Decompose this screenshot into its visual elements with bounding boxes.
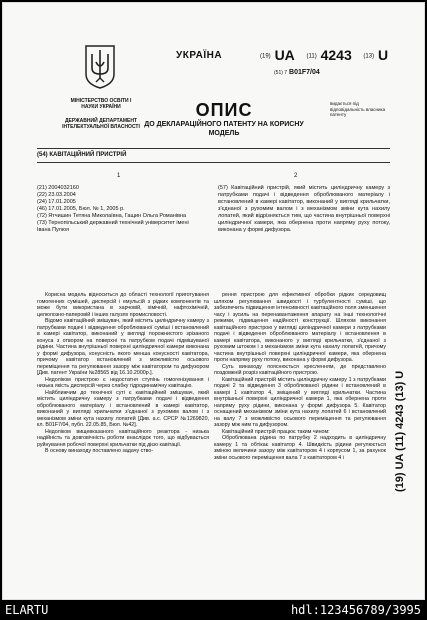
paragraph: В основу винаходу поставлено задачу ство- <box>45 448 154 454</box>
ipc-class: B01F7/04 <box>289 69 320 76</box>
patent-page <box>2 2 425 600</box>
paragraph: рення пристрою для ефективної обробки рідких середовищ шляхом регулювання швидкості і турбулентності суміші, що забезпечить підвищення інтенсивності кавітаційного поля зменшення часу і зусиль на перенавантаження апарату на інші технологічні режими, підвищення надійності конструкції. Шляхом виконання кавітаційного пристрою у вигляді циліндричної камери з патрубками подачі і відведення оброблюваного матеріалу і встановлення в камері кавітатора, виконаного у вигляді крильчатки, з'єднаної з рухомим штоком і з механізмом зміни кута нахилу лопатей, причому частина внутрішньої поверхні циліндричної камери, яка обернена проти напряму руху потоку, виконана у формі дифузора. <box>214 292 386 363</box>
kind-code: U <box>377 47 389 63</box>
paragraph: Корисна модель відноситься до області технології приготування гомогенних сумішей, дисперсій і емульсій з рідких компонентів та може бути використана в харчовій, хімічній, нафтохімічній, целюлозно-паперовій і інших галузях промисловості. <box>37 292 209 318</box>
paragraph: Кавітаційний пристрій працює таким чином: <box>222 428 330 435</box>
bibliographic-data <box>37 185 202 234</box>
code-54: (54) <box>37 152 48 158</box>
viewer-footer <box>0 600 427 620</box>
biblio-24: (24) 17.01.2005 <box>37 199 76 205</box>
paragraph: Недоліком пристрою є недостатня ступінь гомогенізування і низька якість дисперсій через слабку гідродинамічну кавітацію. <box>37 376 209 389</box>
invention-title <box>37 152 126 158</box>
side-registration-label <box>394 332 418 492</box>
department-name: ДЕРЖАВНИЙ ДЕПАРТАМЕНТ ІНТЕЛЕКТУАЛЬНОЇ ВЛАСНОСТІ <box>62 118 140 130</box>
biblio-72: (72) Ятчишин Тетяна Миколаївна, Гащин Ольга Романівна <box>37 213 187 219</box>
code-19: (19) <box>260 53 271 60</box>
country-code: UA <box>274 47 295 63</box>
publication-note: видається під відповідальність власника патенту <box>330 101 386 117</box>
paragraph: Оброблювана рідина по патрубку 2 надходить в циліндричну камеру 1 та обтікає кавітатор 4. Швидкість рідини регулюється зміною величини зазору між кавітатором 4 і корпусом 1, за рахунок зміни осьового переміщення вала 7 з кавітатором 4 і <box>214 435 386 461</box>
paragraph: Відомо кавітаційний змішувач, який містить циліндричну камеру з патрубками подачі і відведення оброблюваної суміші і встановлений в камері кавітатор, виконаний у вигляді порожнистого зрізаного конуса з отвором на поверхні та патрубком подачі підмішуваної рідини. Частина внутрішньої поверхні циліндричної камери виконана у формі дифузора, конусність якого менша конусності кавітатора, причому кавітатор встановлений з можливістю осьового переміщення та регулювання зазору між кавітатором та дифузором [Див. патент України №28565 від 16.10.2000р.]. <box>37 318 209 376</box>
title-sub: ДО ДЕКЛАРАЦІЙНОГО ПАТЕНТУ НА КОРИСНУ МОДЕЛЬ <box>144 121 304 137</box>
divider-top <box>37 148 390 149</box>
paragraph: Найближчим до технічної суті є кавітаційний змішувач, який містить циліндричну камеру з патрубками подачі і відведення оброблюваного матеріалу і встановлений в камері кавітатор, виконаний у вигляді крильчатки з'єднаної з рухомим валом і з механізмом зміни кута нахилу лопатей [Див. а.с. СРСР №1269820, кл. B01F7/04, публ. 22.05.85, Бюл. №42]. <box>37 389 209 428</box>
code-51: (51) 7 <box>274 70 288 76</box>
country-name: УКРАЇНА <box>176 50 223 61</box>
column-number-right: 2 <box>294 173 298 179</box>
claim-abstract: (57) Кавітаційний пристрій, який містить циліндричну камеру з патрубками подачі і відведення оброблюваного матеріалу і встановлений в камері кавітатор, виконаний у вигляді крильчатки, з'єднаної з рухомим валом і з механізмом зміни кута нахилу лопатей, який відрізняється тим, що частина внутрішньої поверхні циліндричної камери, яка обернена проти напряму руху потоку, виконана у формі дифузора. <box>218 185 390 233</box>
trident-emblem-icon <box>82 42 118 90</box>
side-label-text: (19) UA (11) 4243 (13) U <box>394 370 406 492</box>
biblio-73: (73) Тернопільський державний технічний університет імені Івана Пулюя <box>37 220 189 233</box>
patent-number: 4243 <box>320 47 352 63</box>
code-13: (13) <box>363 53 375 60</box>
paragraph: Кавітаційний пристрій містить циліндричну камеру 1 з патрубками подачі 2 та відведення 3 оброблюваної рідини і встановлений в камері 1 кавітатор 4, зміщений у вигляді крильчатки. Частина внутрішньої поверхні циліндричної камери 1, яка обернена проти напряму руху рідини, виконана у формі дифузора 5. Кавітатор оснащений механізмом зміни кута нахилу лопатей 6 і встановлений на валу 7 з можливістю осьового переміщення та регулювання зазору між ним та дифузором. <box>214 376 386 428</box>
biblio-21: (21) 2004032160 <box>37 185 79 191</box>
footer-handle: hdl:123456789/3995 <box>290 603 421 617</box>
body-column-left <box>37 292 209 455</box>
code-11: (11) <box>306 53 317 60</box>
paragraph: Суть винаходу пояснюється кресленням, де представлено поздовжній розріз кавітаційного пристрою. <box>214 363 386 376</box>
title-main: ОПИС <box>195 100 253 120</box>
ipc-line <box>274 69 320 76</box>
paragraph: Недоліком вищевказаного кавітаційного реактора - низька надійність та довговічність роботи внаслідок того, що відбувається руйнування робочої поверхні крильчатки під дією кавітації. <box>37 428 209 448</box>
invention-name: КАВІТАЦІЙНИЙ ПРИСТРІЙ <box>49 152 127 158</box>
column-number-left: 1 <box>117 173 121 179</box>
registration-line <box>260 47 388 63</box>
ministry-name: МІНІСТЕРСТВО ОСВІТИ І НАУКИ УКРАЇНИ <box>70 98 132 110</box>
footer-source: ELARTU <box>5 603 49 617</box>
document-title <box>144 100 304 138</box>
body-column-right <box>214 292 386 461</box>
biblio-46: (46) 17.01.2005, Бюл. № 1, 2005 р. <box>37 206 125 212</box>
biblio-22: (22) 23.03.2004 <box>37 192 76 198</box>
divider-bottom <box>37 162 390 163</box>
